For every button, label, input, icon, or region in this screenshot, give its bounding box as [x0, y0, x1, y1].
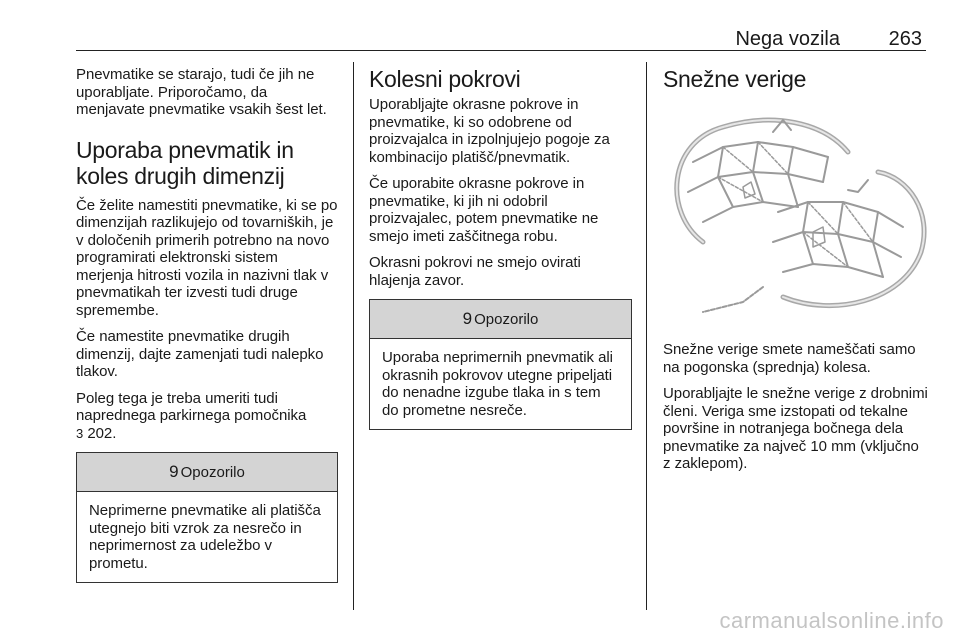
- intro-paragraph: Pnevmatike se starajo, tudi če jih ne uporabljate. Priporočamo, da menjavate pnevmatike vsakih šest let.: [76, 66, 327, 118]
- paragraph: Če želite namestiti pnevmatike, ki se po dimenzijah razlikujejo od tovarniških, je v določenih primerih potrebno na novo programirati elektronski sistem merjenja hitrosti vozila in nazivni tlak v pnevmatikah ter izvesti tudi druge spremembe.: [76, 196, 338, 319]
- snow-chain-illustration: [663, 102, 928, 322]
- paragraph-text: Poleg tega je treba umeriti tudi naprednega parkirnega pomočnika: [76, 389, 307, 424]
- warning-header: [77, 453, 337, 492]
- warning-triangle-icon: 9: [462, 309, 473, 328]
- paragraph-with-reference: [76, 390, 338, 443]
- warning-text: Uporaba neprimernih pnevmatik ali okrasnih pokrovov utegne pripeljati do nenadne izgube tlaka in s tem do prometne nesreče.: [382, 349, 613, 419]
- page-reference-arrow-icon: 3: [76, 425, 84, 441]
- warning-title: Opozorilo: [180, 463, 245, 481]
- heading-tire-dimensions: Uporaba pnevmatik in koles drugih dimenzij: [76, 136, 294, 189]
- column-middle: [369, 66, 632, 430]
- paragraph: Okrasni pokrovi ne smejo ovirati hlajenja zavor.: [369, 254, 581, 289]
- paragraph: Snežne verige smete nameščati samo na pogonska (sprednja) kolesa.: [663, 341, 916, 376]
- warning-title: Opozorilo: [474, 310, 539, 328]
- column-divider-2: [646, 62, 647, 610]
- column-left: [76, 66, 338, 583]
- warning-header: [370, 300, 631, 339]
- heading-wheel-covers: Kolesni pokrovi: [369, 66, 521, 92]
- paragraph: Če namestite pnevmatike drugih dimenzij, dajte zamenjati tudi nalepko tlakov.: [76, 328, 324, 380]
- paragraph: Če uporabite okrasne pokrove in pnevmatike, ki jih ni odobril proizvajalec, potem pnevmatike ne smejo imeti zaščitnega robu.: [369, 175, 599, 245]
- section-title: Nega vozila: [735, 28, 840, 50]
- page-header: [76, 28, 926, 51]
- page-number: 263: [888, 28, 922, 50]
- warning-triangle-icon: 9: [169, 462, 179, 481]
- page-reference[interactable]: 202.: [87, 424, 117, 442]
- paragraph: Uporabljajte okrasne pokrove in pnevmatike, ki so odobrene od proizvajalca in izpolnjujejo pogoje za kombinacijo platišč/pnevmatik.: [369, 96, 610, 166]
- warning-box: [369, 299, 632, 430]
- warning-body: [370, 339, 631, 429]
- warning-text: Neprimerne pnevmatike ali platišča utegnejo biti vzrok za nesrečo in neprimernost za udeležbo v prometu.: [89, 502, 321, 572]
- paragraph: Uporabljajte le snežne verige z drobnimi členi. Veriga sme izstopati od tekalne površine in notranjega bočnega dela pnevmatike za največ 10 mm (vključno z zaklepom).: [663, 385, 928, 472]
- heading-snow-chains: Snežne verige: [663, 66, 807, 92]
- column-right: [663, 66, 928, 482]
- watermark: carmanualsonline.info: [719, 608, 944, 633]
- warning-box: [76, 452, 338, 583]
- column-divider-1: [353, 62, 354, 610]
- warning-body: [77, 492, 337, 582]
